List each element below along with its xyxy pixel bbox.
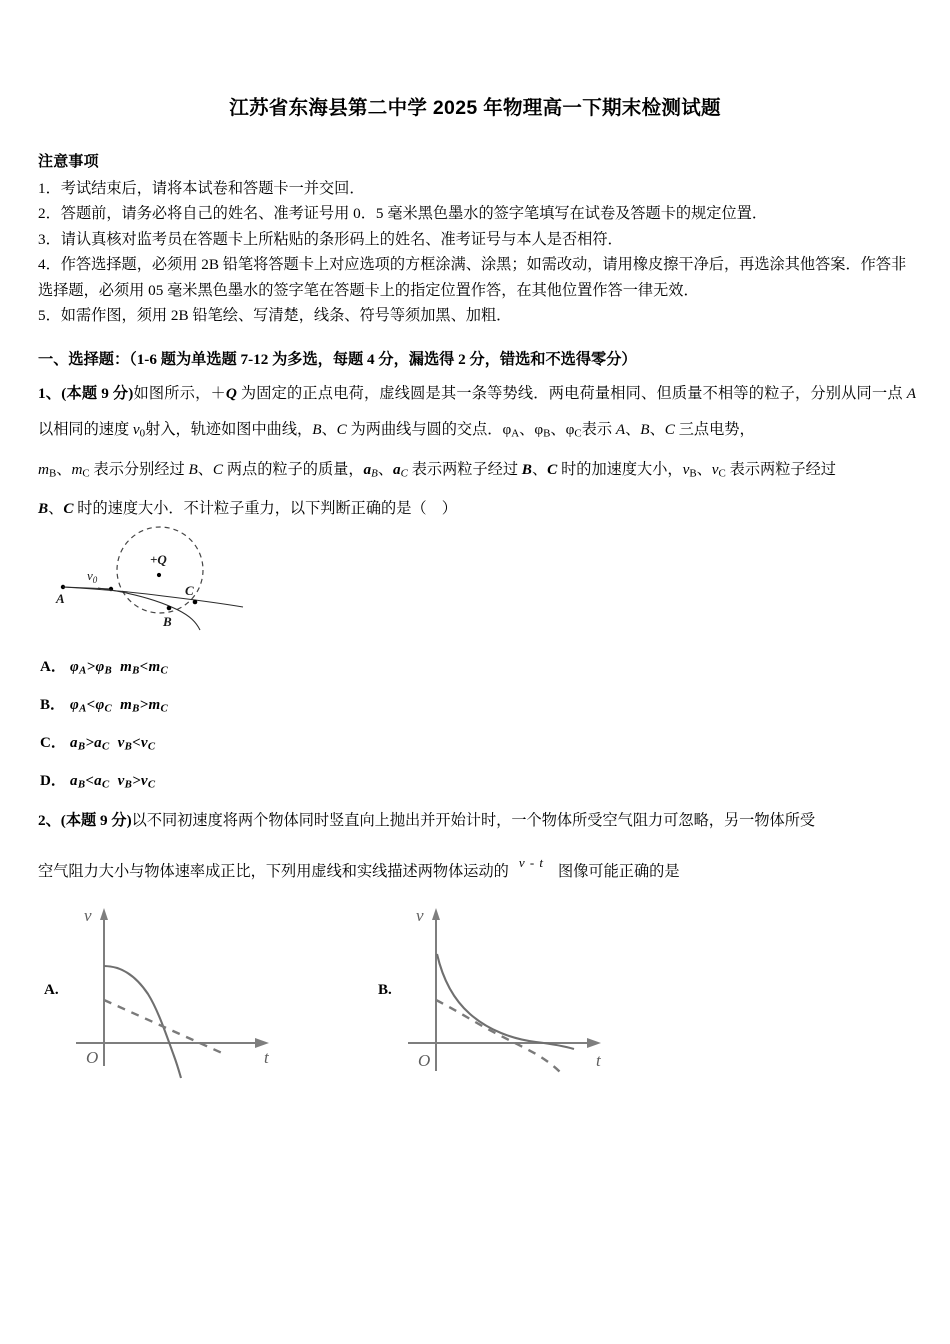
option-text-c: aB>aC vB<vC [70, 735, 156, 753]
notice-block [38, 150, 914, 329]
question-1-figure [38, 522, 288, 634]
question-2-line-2-after: 图像可能正确的是 [558, 863, 680, 880]
question-1-text-part-1: 如图所示，＋ [133, 385, 226, 402]
y-axis-label-a: v [84, 906, 92, 925]
notice-item-2: 2．答题前，请务必将自己的姓名、准考证号用 0．5 毫米黑色墨水的签字笔填写在试卷及答题卡的规定位置． [38, 205, 767, 222]
y-axis-arrow-icon [100, 908, 108, 920]
figure-label-v0: $v_0$ [87, 568, 98, 585]
figure-label-B: B [163, 614, 172, 629]
question-2-points: (本题 9 分) [60, 812, 132, 829]
option-row-b[interactable] [40, 686, 460, 724]
graph-choice-a[interactable] [64, 896, 314, 1081]
graph-choice-label-b[interactable]: B. [378, 982, 392, 998]
vt-graph-b [396, 896, 646, 1081]
question-1-number: 1、 [38, 385, 62, 402]
x-axis-arrow-icon [255, 1038, 269, 1048]
symbol-A: A [906, 385, 917, 402]
solid-curve-b [437, 954, 574, 1049]
x-axis-label-a: t [264, 1048, 269, 1067]
y-axis-label-b: v [416, 906, 424, 925]
option-key-c: C． [40, 735, 66, 751]
trajectory-curve-C [63, 587, 243, 607]
symbol-Q: Q [225, 385, 237, 402]
vt-graph-symbol: v - t [518, 855, 545, 870]
figure-label-C: C [185, 583, 194, 598]
question-2-text [38, 800, 918, 893]
option-text-a: φA>φB mB<mC [70, 659, 168, 677]
question-1-options [40, 648, 460, 800]
notice-item-3: 3．请认真核对监考员在答题卡上所粘贴的条形码上的姓名、准考证号与本人是否相符． [38, 230, 623, 248]
graph-choice-label-a[interactable]: A. [44, 982, 59, 998]
solid-curve-a [104, 966, 181, 1078]
question-1-text-part-7: 表示 [581, 421, 616, 438]
notice-item-4: 4．作答选择题，必须用 2B 铅笔将答题卡上对应选项的方框涂满、涂黑；如需改动，请用橡皮擦干净后，再选涂其他答案．作答非选择题，必须用 05 毫米黑色墨水的签字笔在答题卡上的指定位置作答，在其他位置作答一律无效． [38, 256, 907, 299]
graph-choice-b[interactable] [396, 896, 646, 1081]
option-key-d: D． [40, 773, 66, 789]
option-text-d: aB<aC vB>vC [70, 773, 156, 791]
phi-C-subscript: C [574, 427, 582, 440]
page-title: 江苏省东海县第二中学 2025 年物理高一下期末检测试题 [229, 97, 721, 119]
phi-B-subscript: B [543, 427, 551, 440]
option-row-c[interactable] [40, 724, 460, 762]
notice-heading: 注意事项 [38, 154, 99, 170]
dashed-curve-b [436, 1000, 560, 1072]
question-1-text-part-3: 以相同的速度 [38, 421, 133, 438]
question-1-line-4: B、C 时的速度大小．不计粒子重力，以下判断正确的是（ ） [38, 500, 457, 518]
option-key-a: A． [40, 659, 66, 675]
question-1-text-part-2: 为固定的正点电荷，虚线圆是其一条等势线．两电荷量相同、但质量不相等的粒子，分别从同一点 [236, 385, 907, 402]
option-text-b: φA<φC mB>mC [70, 697, 168, 715]
question-1-text-part-4: 射入，轨迹如图中曲线， [145, 421, 313, 438]
point-C-dot [193, 600, 198, 605]
notice-item-1: 1．考试结束后，请将本试卷和答题卡一并交回． [38, 179, 365, 197]
x-axis-arrow-icon [587, 1038, 601, 1048]
symbol-v0-subscript: 0 [139, 427, 146, 440]
option-key-b: B． [40, 697, 66, 713]
figure-label-A: A [56, 591, 65, 606]
option-row-d[interactable] [40, 762, 460, 800]
point-charge-diagram [38, 522, 288, 634]
y-axis-arrow-icon [432, 908, 440, 920]
phi-A-subscript: A [511, 427, 520, 440]
notice-item-5: 5．如需作图，须用 2B 铅笔绘、写清楚，线条、符号等须加黑、加粗． [38, 307, 512, 324]
vt-graph-a [64, 896, 314, 1081]
dashed-curve-a [104, 1000, 222, 1053]
question-2-line-1: 以不同初速度将两个物体同时竖直向上抛出并开始计时，一个物体所受空气阻力可忽略，另一物体所受 [131, 812, 816, 829]
point-B-dot [167, 606, 172, 611]
question-1-points: (本题 9 分) [61, 385, 134, 402]
x-axis-label-b: t [596, 1051, 601, 1070]
symbol-C: C [336, 421, 347, 438]
question-2-number: 2、 [38, 812, 61, 829]
question-1-line-3: mB、mC 表示分别经过 B、C 两点的粒子的质量，$a_B$、$a_C$ 表示两粒子经过 B、C 时的加速度大小，vB、vC 表示两粒子经过 [38, 460, 836, 480]
charge-point-dot [157, 573, 161, 577]
origin-label-b: O [418, 1051, 431, 1070]
question-1-text-part-6: 为两曲线与圆的交点．φ [346, 421, 512, 438]
symbol-v0: v [132, 421, 140, 438]
option-row-a[interactable] [40, 648, 460, 686]
figure-label-Q: +Q [150, 552, 167, 567]
question-1-text: 1、(本题 9 分)如图所示，＋Q 为固定的正点电荷，虚线圆是其一条等势线．两电荷量相同、但质量不相等的粒子，分别从同一点 A 以相同的速度 v0射入，轨迹如图中曲线，B、C 为两曲线与圆的交点．φA、φB、φC表示 A、B、C 三点电势， mB、mC 表示分别经过 B、C 两点的粒子的质量，$a_B$、$a_C$ 表示两粒子经过 B、C 时的加速度大小，vB、vC 表示两粒子经过 B、C 时的速度大小．不计粒子重力，以下判断正确的是（ ） [38, 376, 916, 527]
question-2-line-2-before: 空气阻力大小与物体速率成正比，下列用虚线和实线描述两物体运动的 [38, 863, 509, 880]
section-heading-multiple-choice: 一、选择题：（1-6 题为单选题 7-12 为多选，每题 4 分，漏选得 2 分，错选和不选得零分） [38, 351, 637, 368]
origin-label-a: O [86, 1048, 99, 1067]
equipotential-circle-icon [117, 527, 203, 613]
question-1-sep-1: 、 [321, 421, 337, 438]
symbol-B: B [312, 421, 322, 438]
